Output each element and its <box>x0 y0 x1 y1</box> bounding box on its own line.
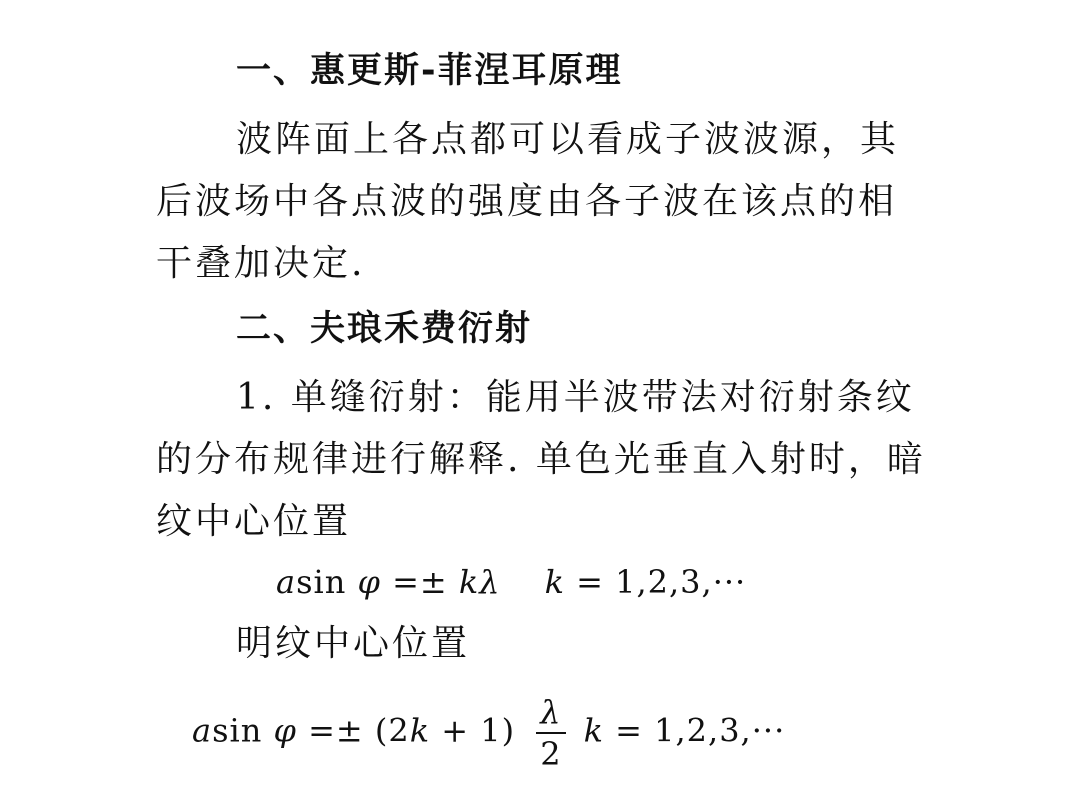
formula-k-values: = 1,2,3,··· <box>603 711 786 750</box>
bright-fringe-label: 明纹中心位置 <box>236 623 471 664</box>
fraction-denominator: 2 <box>540 735 562 773</box>
fraction-numerator: λ <box>536 696 565 734</box>
formula-var-k-range: k <box>583 711 604 750</box>
formula-var-k: k <box>458 563 480 601</box>
formula-plus-one-close: + 1) <box>430 711 527 750</box>
formula-var-k-range: k <box>544 563 565 601</box>
formula-equals-pm: =± <box>380 563 459 601</box>
section-1-heading: 一、惠更斯-菲涅耳原理 <box>236 51 623 91</box>
section-2-heading: 二、夫琅禾费衍射 <box>236 309 533 349</box>
section-1-text-line-1: 波阵面上各点都可以看成子波波源，其 <box>236 119 900 160</box>
item-1-text-line-3: 纹中心位置 <box>156 501 352 542</box>
formula-equals-pm-open: =± (2 <box>296 711 410 750</box>
formula-fraction <box>536 693 565 773</box>
formula-k-values: = 1,2,3,··· <box>564 563 747 601</box>
formula-var-phi: φ <box>273 711 297 750</box>
formula-var-phi: φ <box>357 563 381 601</box>
formula-var-a: a <box>192 711 213 750</box>
dark-fringe-formula <box>276 563 747 601</box>
formula-var-a: a <box>276 563 297 601</box>
section-1-text-line-2: 后波场中各点波的强度由各子波在该点的相 <box>156 181 898 222</box>
bright-fringe-formula <box>192 693 786 773</box>
formula-sin: sin <box>296 563 358 601</box>
formula-sin: sin <box>212 711 274 750</box>
item-1-text-line-2: 的分布规律进行解释. 单色光垂直入射时，暗 <box>156 439 926 480</box>
formula-var-k: k <box>409 711 431 750</box>
section-1-text-line-3: 干叠加决定. <box>156 243 366 284</box>
item-1-text-line-1: 1. 单缝衍射：能用半波带法对衍射条纹 <box>236 377 915 418</box>
formula-var-lambda: λ <box>479 563 501 601</box>
